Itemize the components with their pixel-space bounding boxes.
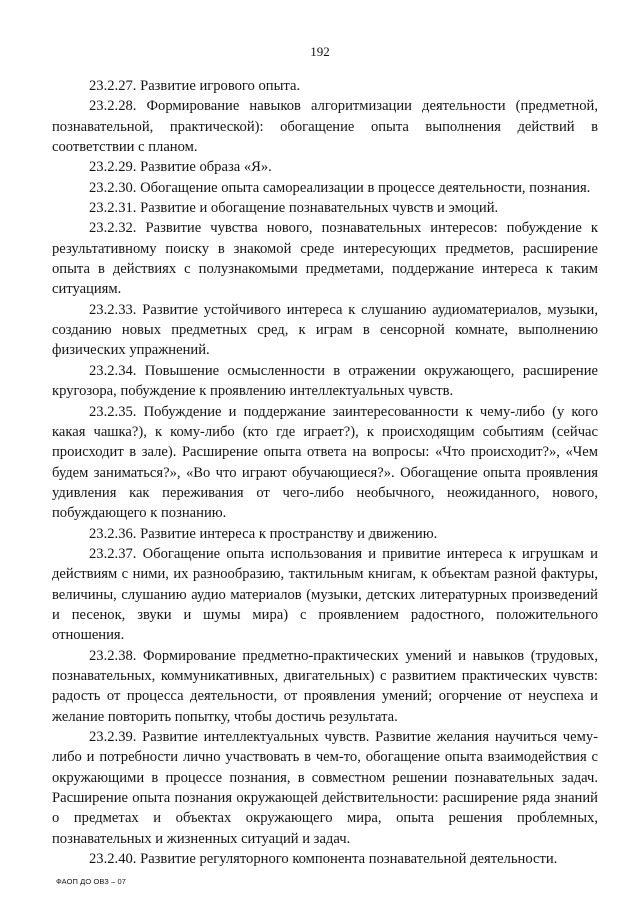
document-footer: ФАОП ДО ОВЗ – 07 — [56, 877, 127, 886]
document-body — [52, 76, 598, 869]
paragraph-23-2-30: 23.2.30. Обогащение опыта самореализации в процессе деятельности, познания. — [89, 179, 591, 196]
paragraph-23-2-39: 23.2.39. Развитие интеллектуальных чувств. Развитие желания научиться чему-либо и потребности лично участвовать в чем-то, обогащение опыта взаимодействия с окружающими в процессе познания, в совместном решении познавательных задач. Расширение опыта познания окружающей действительности: расширение ряда знаний о предметах и объектах окружающего мира, опыта решения проблемных, познавательных и жизненных ситуаций и задач. — [52, 729, 598, 847]
paragraph-23-2-27: 23.2.27. Развитие игрового опыта. — [89, 78, 301, 94]
paragraph-23-2-34: 23.2.34. Повышение осмысленности в отражении окружающего, расширение кругозора, побуждение к проявлению интеллектуальных чувств. — [52, 362, 598, 400]
paragraph-23-2-32: 23.2.32. Развитие чувства нового, познавательных интересов: побуждение к результативному поиску в знакомой среде интересующих предметов, расширение опыта в действиях с полузнакомыми предметами, поддержание интереса к таким ситуациям. — [52, 220, 598, 298]
paragraph-23-2-36: 23.2.36. Развитие интереса к пространству и движению. — [89, 525, 438, 542]
paragraph-23-2-29: 23.2.29. Развитие образа «Я». — [89, 159, 272, 176]
paragraph-23-2-38: 23.2.38. Формирование предметно-практических умений и навыков (трудовых, познавательных, коммуникативных, двигательных) с развитием практических чувств: радость от процесса деятельности, от проявления умений; огорчение от неуспеха и желание повторить попытку, чтобы достичь результата. — [52, 647, 598, 725]
page-number: 192 — [310, 44, 330, 59]
paragraph-23-2-37: 23.2.37. Обогащение опыта использования и привитие интереса к игрушкам и действиям с ними, их разнообразию, тактильным книгам, к объектам разной фактуры, величины, слушанию аудио материалов (музыки, детских литературных произведений и песенок, звуки и шумы мира) с проявлением радостного, положительного отношения. — [52, 545, 598, 644]
paragraph-23-2-28: 23.2.28. Формирование навыков алгоритмизации деятельности (предметной, познавательной, практической): обогащение опыта выполнения действий в соответствии с планом. — [52, 98, 598, 156]
paragraph-23-2-31: 23.2.31. Развитие и обогащение познавательных чувств и эмоций. — [89, 200, 499, 217]
paragraph-23-2-33: 23.2.33. Развитие устойчивого интереса к слушанию аудиоматериалов, музыки, созданию новых предметных сред, к играм в сенсорной комнате, выполнению физических упражнений. — [52, 301, 598, 359]
paragraph-23-2-40: 23.2.40. Развитие регуляторного компонента познавательной деятельности. — [89, 851, 558, 868]
paragraph-23-2-35: 23.2.35. Побуждение и поддержание заинтересованности к чему-либо (у кого какая чашка?), к кому-либо (кто где играет?), к происходящим событиям (сейчас происходит в зале). Расширение опыта ответа на вопросы: «Что происходит?», «Чем будем заниматься?», «Во что играют обучающиеся?». Обогащение опыта проявления удивления как переживания от чего-либо необычного, неожиданного, нового, побуждающего к познанию. — [52, 403, 598, 522]
